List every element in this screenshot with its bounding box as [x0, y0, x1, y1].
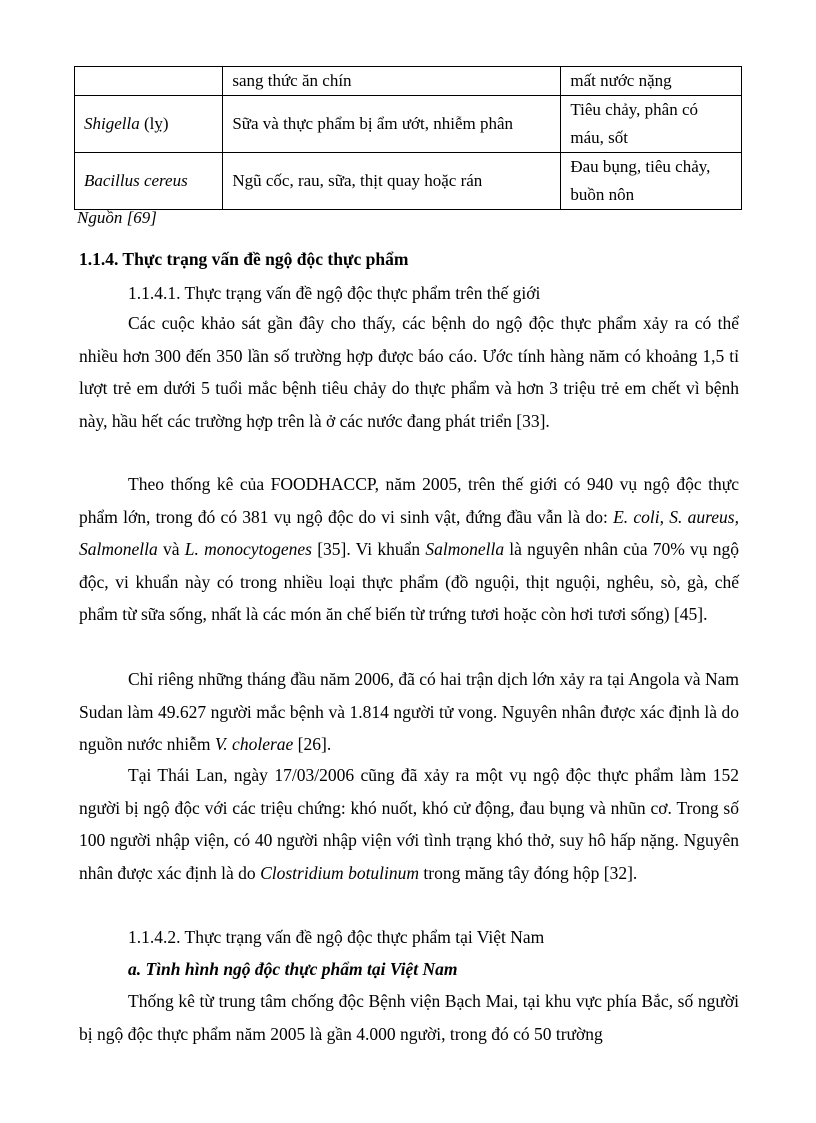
symptoms-cell: mất nước nặng	[561, 67, 742, 96]
paragraph: Thống kê từ trung tâm chống độc Bệnh viện Bạch Mai, tại khu vực phía Bắc, số người bị ngộ độc thực phẩm năm 2005 là gần 4.000 người, trong đó có 50 trường	[79, 991, 739, 1044]
table-source: Nguồn [69]	[77, 208, 157, 227]
paragraph: Chỉ riêng những tháng đầu năm 2006, đã có hai trận dịch lớn xảy ra tại Angola và Nam Sudan làm 49.627 người mắc bệnh và 1.814 người tử vong. Nguyên nhân được xác định là do nguồn nước nhiễm V. cholerae [26].	[79, 669, 739, 754]
food-pathogen-table	[74, 66, 742, 210]
table-row	[75, 153, 742, 210]
subsection-title: 1.1.4.2. Thực trạng vấn đề ngộ độc thực phẩm tại Việt Nam	[128, 927, 545, 947]
organism-cell	[75, 153, 223, 210]
symptoms-cell: Đau bụng, tiêu chảy, buồn nôn	[561, 153, 742, 210]
organism-cell	[75, 96, 223, 153]
table-row	[75, 96, 742, 153]
section-heading: 1.1.4. Thực trạng vấn đề ngộ độc thực phẩm	[79, 249, 409, 269]
organism-name: Bacillus cereus	[84, 171, 188, 190]
organism-cell	[75, 67, 223, 96]
table-row	[75, 67, 742, 96]
organism-name: Shigella	[84, 114, 140, 133]
paragraph: Các cuộc khảo sát gần đây cho thấy, các bệnh do ngộ độc thực phẩm xảy ra có thể nhiều hơn 300 đến 350 lần số trường hợp được báo cáo. Ước tính hàng năm có khoảng 1,5 tỉ lượt trẻ em dưới 5 tuổi mắc bệnh tiêu chảy do thực phẩm và hơn 3 triệu trẻ em chết vì bệnh này, hầu hết các trường hợp trên là ở các nước đang phát triển [33].	[79, 313, 739, 431]
organism-suffix: (lỵ)	[139, 114, 169, 133]
paragraph: Theo thống kê của FOODHACCP, năm 2005, trên thế giới có 940 vụ ngộ độc thực phẩm lớn, trong đó có 381 vụ ngộ độc do vi sinh vật, đứng đầu vẫn là do: E. coli, S. aureus, Salmonella và L. monocytogenes [35]. Vi khuẩn Salmonella là nguyên nhân của 70% vụ ngộ độc, vi khuẩn này có trong nhiều loại thực phẩm (đồ nguội, thịt nguội, nghêu, sò, gà, chế phẩm từ sữa sống, nhất là các món ăn chế biến từ trứng tươi hoặc còn hơi tươi sống) [45].	[79, 474, 739, 624]
subsection-title: 1.1.4.1. Thực trạng vấn đề ngộ độc thực phẩm trên thế giới	[128, 283, 541, 303]
foods-cell: sang thức ăn chín	[223, 67, 561, 96]
foods-cell: Sữa và thực phẩm bị ẩm ướt, nhiễm phân	[223, 96, 561, 153]
symptoms-cell: Tiêu chảy, phân có máu, sốt	[561, 96, 742, 153]
paragraph: Tại Thái Lan, ngày 17/03/2006 cũng đã xảy ra một vụ ngộ độc thực phẩm làm 152 người bị ngộ độc với các triệu chứng: khó nuốt, khó cử động, đau bụng và nhũn cơ. Trong số 100 người nhập viện, có 40 người nhập viện với tình trạng khó thở, suy hô hấp nặng. Nguyên nhân được xác định là do Clostridium botulinum trong măng tây đóng hộp [32].	[79, 765, 739, 883]
foods-cell: Ngũ cốc, rau, sữa, thịt quay hoặc rán	[223, 153, 561, 210]
subheading: a. Tình hình ngộ độc thực phẩm tại Việt Nam	[128, 959, 458, 979]
